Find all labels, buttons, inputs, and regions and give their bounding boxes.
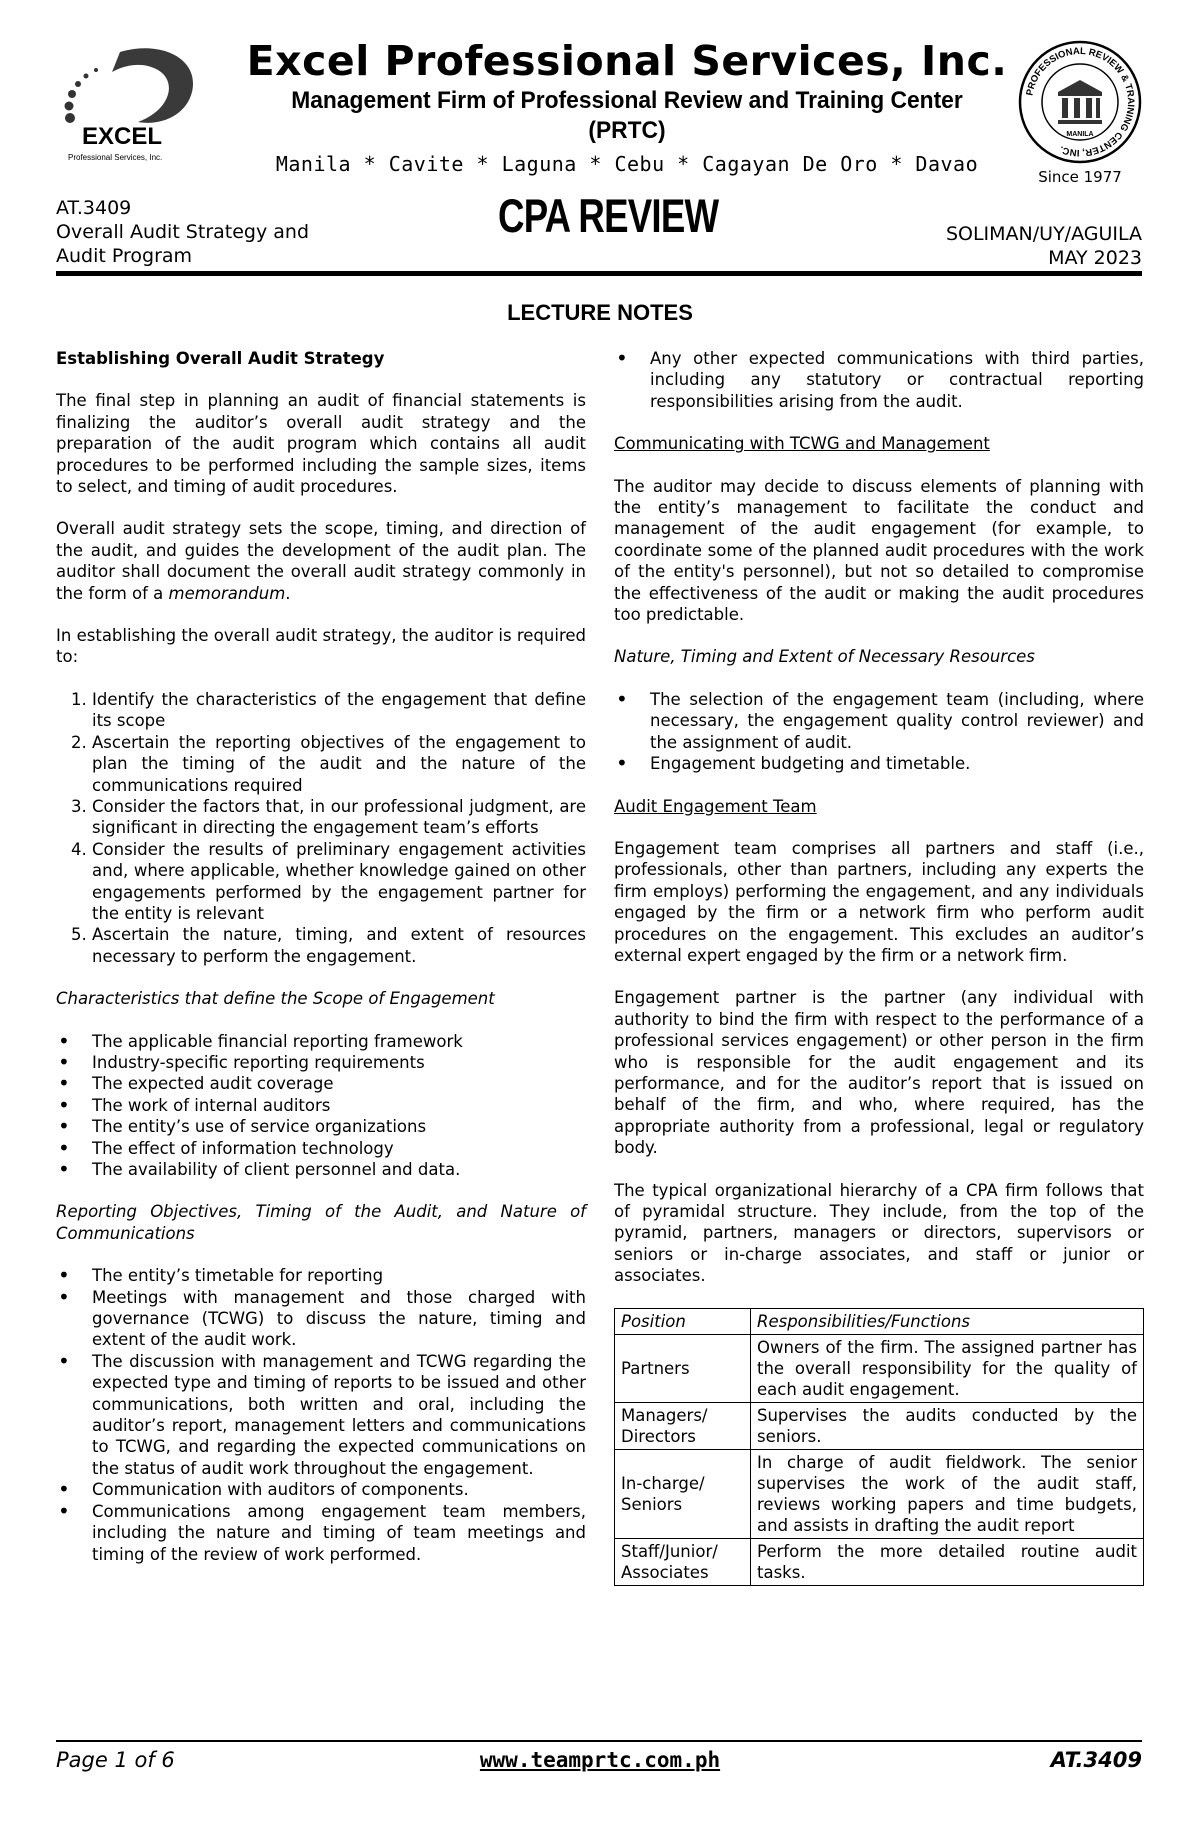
- list-item: • The expected audit coverage: [92, 1073, 586, 1094]
- paragraph: Engagement partner is the partner (any individual with authority to bind the firm with respect to the performance of a professional services engagement) or other person in the firm who is responsible for the audit engagement and its performance, and for the auditor’s report that is issued on behalf of the firm, and who, where required, has the appropriate authority from a professional, legal or regulatory body.: [614, 988, 1144, 1158]
- subheading: Reporting Objectives, Timing of the Audit, and Nature of Communications: [56, 1202, 586, 1243]
- svg-text:PROFESSIONAL REVIEW & TRAINING: [1024, 46, 1136, 158]
- logo-subtext: Professional Services, Inc.: [68, 153, 163, 162]
- company-name: Excel Professional Services, Inc.: [246, 37, 1008, 85]
- list-item: 4. Consider the results of preliminary engagement activities and, where applicable, whether knowledge gained on other engagements performed by the engagement partner for the entity is relevant: [92, 839, 586, 925]
- course-info: [56, 196, 309, 268]
- continued-bullet-list: [614, 348, 1144, 412]
- branch-cities: Manila * Cavite * Laguna * Cebu * Cagayan De Oro * Davao: [275, 152, 979, 176]
- issue-date: MAY 2023: [1048, 247, 1142, 269]
- table-cell: Partners: [615, 1334, 751, 1402]
- author-info: [946, 222, 1142, 270]
- table-cell: Staff/Junior/ Associates: [615, 1538, 751, 1585]
- list-item: • Communication with auditors of components.: [92, 1479, 586, 1500]
- since-year: Since 1977: [1038, 168, 1122, 186]
- resources-bullet-list: [614, 689, 1144, 775]
- topic-line-2: Audit Program: [56, 245, 193, 267]
- seal-ring-text: PROFESSIONAL REVIEW & TRAINING CENTER, INC.: [1024, 45, 1137, 159]
- topic-line-1: Overall Audit Strategy and: [56, 221, 310, 243]
- company-header: [232, 38, 1022, 178]
- scope-bullet-list: [56, 1031, 586, 1181]
- list-item: 3. Consider the factors that, in our professional judgment, are significant in directing the engagement team’s efforts: [92, 796, 586, 839]
- table-cell: Supervises the audits conducted by the seniors.: [751, 1402, 1144, 1449]
- table-row: [615, 1334, 1144, 1402]
- logo-text: EXCEL: [82, 123, 163, 150]
- right-column: [614, 348, 1144, 1586]
- subheading: Communicating with TCWG and Management: [614, 434, 990, 454]
- list-item: • The applicable financial reporting framework: [92, 1031, 586, 1052]
- subheading: Characteristics that define the Scope of Engagement: [56, 989, 495, 1009]
- list-item: 1. Identify the characteristics of the engagement that define its scope: [92, 689, 586, 732]
- paragraph: In establishing the overall audit strategy, the auditor is required to:: [56, 626, 586, 667]
- list-item: • The entity’s use of service organizations: [92, 1116, 586, 1137]
- subheading: Nature, Timing and Extent of Necessary Resources: [614, 647, 1035, 667]
- list-item: 2. Ascertain the reporting objectives of the engagement to plan the timing of the audit and the nature of the communications required: [92, 732, 586, 796]
- course-code: AT.3409: [56, 197, 132, 219]
- hierarchy-table: [614, 1308, 1144, 1586]
- paragraph: The typical organizational hierarchy of a CPA firm follows that of pyramidal structure. They include, from the top of the pyramid, partners, managers or directors, supervisors or seniors or in-charge associates, and staff or junior or associates.: [614, 1180, 1144, 1286]
- header-divider: [56, 271, 1142, 276]
- footer-divider: [56, 1740, 1142, 1742]
- requirements-list: [56, 689, 586, 967]
- page-number: Page 1 of 6: [56, 1748, 175, 1772]
- table-row: [615, 1538, 1144, 1585]
- list-item: • The effect of information technology: [92, 1138, 586, 1159]
- table-cell: Owners of the firm. The assigned partner has the overall responsibility for the quality of each audit engagement.: [751, 1334, 1144, 1402]
- list-item: • The availability of client personnel and data.: [92, 1159, 586, 1180]
- company-subtitle: Management Firm of Professional Review and Training Center (PRTC): [291, 87, 963, 144]
- table-header-row: [615, 1308, 1144, 1334]
- cpa-review-title: CPA REVIEW: [498, 189, 719, 242]
- website-link[interactable]: www.teamprtc.com.ph: [479, 1748, 721, 1772]
- table-cell: Perform the more detailed routine audit tasks.: [751, 1538, 1144, 1585]
- paragraph: The final step in planning an audit of financial statements is finalizing the auditor’s overall audit strategy and the preparation of the audit program which contains all audit procedures to be performed including the sample sizes, items to select, and timing of audit procedures.: [56, 391, 586, 497]
- list-item: 5. Ascertain the nature, timing, and extent of resources necessary to perform the engagement.: [92, 924, 586, 967]
- list-item: • The entity’s timetable for reporting: [92, 1265, 586, 1286]
- seal-city: MANILA: [1066, 131, 1094, 138]
- table-header-cell: Responsibilities/Functions: [751, 1308, 1144, 1334]
- reporting-bullet-list: [56, 1265, 586, 1565]
- list-item: • Any other expected communications with third parties, including any statutory or contractual reporting responsibilities arising from the audit.: [650, 348, 1144, 412]
- table-row: [615, 1449, 1144, 1538]
- table-header-cell: Position: [615, 1308, 751, 1334]
- table-cell: In charge of audit fieldwork. The senior supervises the work of the audit staff, reviews working papers and time budgets, and assists in drafting the audit report: [751, 1449, 1144, 1538]
- paragraph: Overall audit strategy sets the scope, timing, and direction of the audit, and guides the development of the audit plan. The auditor shall document the overall audit strategy commonly in the form of a memorandum.: [56, 519, 586, 603]
- list-item: • The discussion with management and TCWG regarding the expected type and timing of reports to be issued and other communications, both written and oral, including the auditor’s report, management letters and communications to TCWG, and regarding the expected communications on the status of audit work throughout the engagement.: [92, 1351, 586, 1479]
- list-item: • Meetings with management and those charged with governance (TCWG) to discuss the nature, timing and extent of the audit work.: [92, 1287, 586, 1351]
- footer-code: AT.3409: [1050, 1748, 1142, 1772]
- table-cell: In-charge/ Seniors: [615, 1449, 751, 1538]
- authors: SOLIMAN/UY/AGUILA: [945, 223, 1142, 245]
- subheading: Audit Engagement Team: [614, 796, 817, 816]
- section-heading: Establishing Overall Audit Strategy: [56, 349, 385, 368]
- table-cell: Managers/ Directors: [615, 1402, 751, 1449]
- table-row: [615, 1402, 1144, 1449]
- excel-logo: [60, 40, 200, 170]
- paragraph: Engagement team comprises all partners and staff (i.e., professionals, other than partners, including any experts the firm employs) performing the engagement, and any individuals engaged by the firm or a network firm who perform audit procedures on the engagement. This excludes an auditor’s external expert engaged by the firm or a network firm.: [614, 838, 1144, 965]
- prtc-seal: [1018, 40, 1142, 164]
- list-item: • The selection of the engagement team (including, where necessary, the engagement quality control reviewer) and the assignment of audit.: [650, 689, 1144, 753]
- left-column: [56, 348, 586, 1565]
- list-item: • Engagement budgeting and timetable.: [650, 753, 1144, 774]
- paragraph: The auditor may decide to discuss elements of planning with the entity’s management to facilitate the conduct and management of the audit engagement (for example, to coordinate some of the planned audit procedures with the work of the entity's personnel), but not so detailed to compromise the effectiveness of the audit or making the audit procedures too predictable.: [614, 476, 1144, 625]
- list-item: • The work of internal auditors: [92, 1095, 586, 1116]
- list-item: • Industry-specific reporting requirements: [92, 1052, 586, 1073]
- lecture-notes-title: LECTURE NOTES: [507, 300, 693, 325]
- list-item: • Communications among engagement team members, including the nature and timing of team meetings and timing of the review of work performed.: [92, 1501, 586, 1565]
